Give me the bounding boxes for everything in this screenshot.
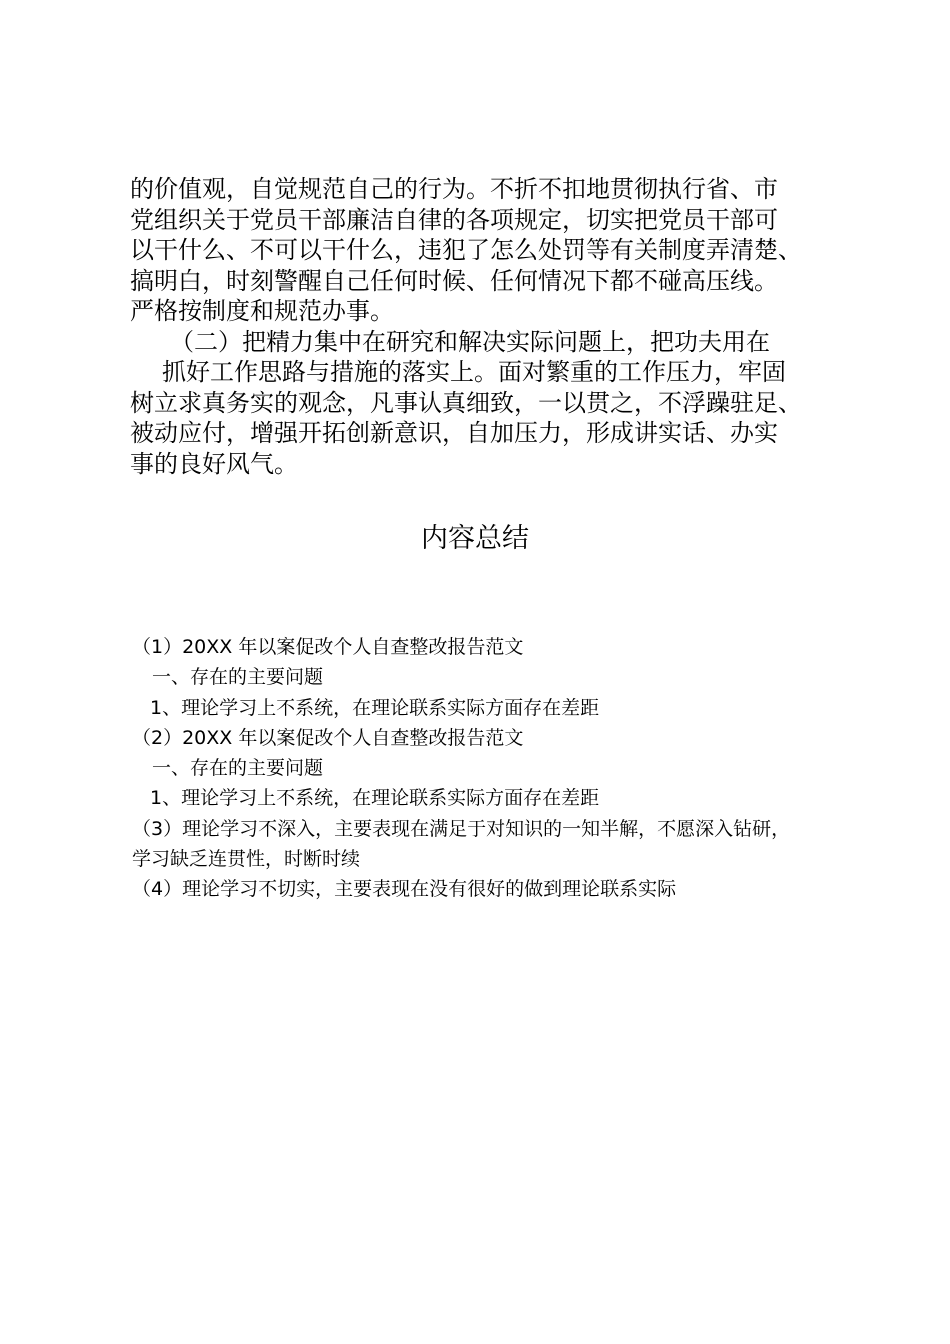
summary-title: 内容总结 (421, 523, 529, 554)
summary-item: （3）理论学习不深入，主要表现在满足于对知识的一知半解，不愿深入钻研， (132, 817, 791, 840)
body-line: 严格按制度和规范办事。 (130, 297, 394, 325)
summary-item: 1、理论学习上不系统，在理论联系实际方面存在差距 (150, 696, 600, 719)
body-line: 搞明白，时刻警醒自己任何时候、任何情况下都不碰高压线。 (130, 266, 778, 295)
section-heading-line: （二）把精力集中在研究和解决实际问题上，把功夫用在 (170, 327, 770, 356)
summary-item: 一、存在的主要问题 (152, 666, 324, 689)
body-line: 的价值观，自觉规范自己的行为。不折不扣地贯彻执行省、市 (130, 175, 778, 203)
body-line: 以干什么、不可以干什么，违犯了怎么处罚等有关制度弄清楚、 (130, 236, 802, 264)
body-line: 事的良好风气。 (130, 449, 298, 478)
body-line: 被动应付，增强开拓创新意识，自加压力，形成讲实话、办实 (130, 419, 778, 447)
summary-item: 一、存在的主要问题 (152, 757, 324, 780)
body-paragraph (130, 174, 835, 479)
summary-list (132, 632, 852, 905)
summary-item: 1、理论学习上不系统，在理论联系实际方面存在差距 (150, 787, 600, 810)
summary-item: 学习缺乏连贯性，时断时续 (132, 848, 361, 871)
summary-item: （2）20XX 年以案促改个人自查整改报告范文 (132, 726, 524, 749)
body-line: 抓好工作思路与措施的落实上。面对繁重的工作压力，牢固 (162, 358, 786, 386)
body-line: 树立求真务实的观念，凡事认真细致，一以贯之，不浮躁驻足、 (130, 388, 802, 417)
body-line: 党组织关于党员干部廉洁自律的各项规定，切实把党员干部可 (130, 205, 778, 234)
summary-item: （4）理论学习不切实，主要表现在没有很好的做到理论联系实际 (132, 878, 677, 901)
summary-item: （1）20XX 年以案促改个人自查整改报告范文 (132, 636, 524, 658)
